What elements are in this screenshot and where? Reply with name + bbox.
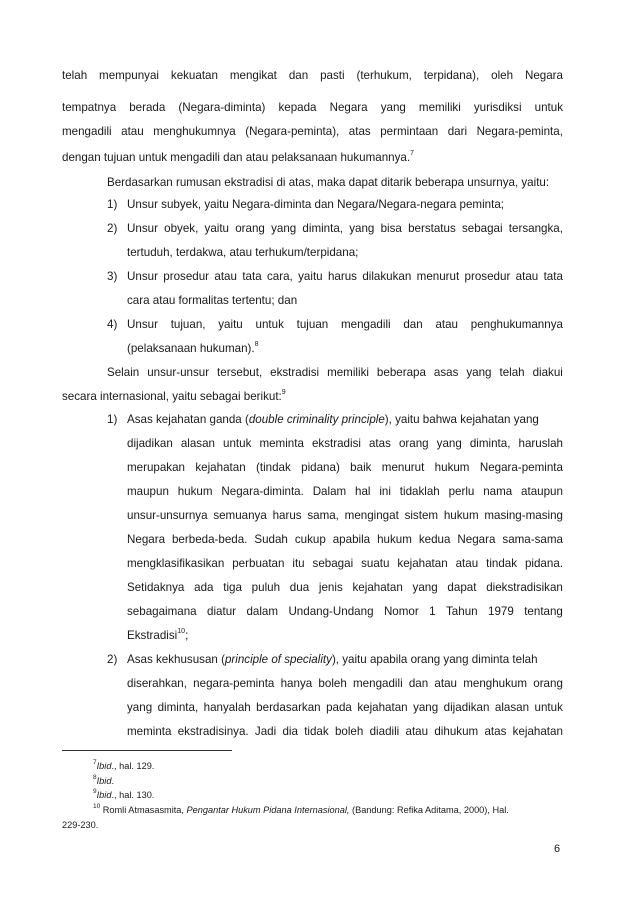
list-item-text: merupakan kejahatan (tindak pidana) baik menurut hukum Negara-peminta (127, 461, 563, 474)
list-number: 2) (107, 222, 118, 235)
footnote: $^7$Ibid., hal. 129. (93, 758, 155, 771)
footnote: $^{10}$ Romli Atmasasmita, Pengantar Hukum Pidana Internasional, (Bandung: Refika Aditama, 2000), Hal. (93, 802, 509, 815)
paragraph-line: Selain unsur-unsur tersebut, ekstradisi memiliki beberapa asas yang telah diakui (107, 366, 563, 379)
list-item-text: unsur-unsurnya semuanya harus sama, mengingat sistem hukum masing-masing (127, 509, 563, 522)
list-item-text: Negara berbeda-beda. Sudah cukup apabila hukum kedua Negara sama-sama (127, 533, 563, 546)
list-item-text: Setidaknya ada tiga puluh dua jenis kejahatan yang dapat diekstradisikan (127, 581, 563, 594)
list-item-text: Unsur prosedur atau tata cara, yaitu harus dilakukan menurut prosedur atau tata (127, 270, 563, 283)
list-item-text: diserahkan, negara-peminta hanya boleh mengadili dan atau menghukum orang (127, 677, 563, 690)
paragraph-line: mengadili atau menghukumnya (Negara-peminta), atas permintaan dari Negara-peminta, (62, 125, 563, 138)
list-item-text: Unsur obyek, yaitu orang yang diminta, yang bisa berstatus sebagai tersangka, (127, 222, 563, 235)
list-item-text: mengklasifikasikan perbuatan itu sebagai suatu kejahatan atau tindak pidana. (127, 557, 563, 570)
list-number: 3) (107, 270, 118, 283)
paragraph-line: Berdasarkan rumusan ekstradisi di atas, maka dapat ditarik beberapa unsurnya, yaitu: (107, 176, 550, 189)
list-item-text: Asas kekhususan (principle of speciality), yaitu apabila orang yang diminta telah (127, 653, 538, 666)
list-item-text: (pelaksanaan hukuman).$^8$ (127, 341, 259, 355)
list-item-text: yang diminta, hanyalah berdasarkan pada kejahatan yang dijadikan alasan untuk (127, 701, 563, 714)
footnote-separator (62, 750, 232, 751)
list-item-text: cara atau formalitas tertentu; dan (127, 294, 298, 307)
footnote: 229-230. (62, 820, 99, 830)
paragraph-line: dengan tujuan untuk mengadili dan atau pelaksanaan hukumannya.$^7$ (62, 150, 414, 164)
page-number: 6 (554, 843, 561, 855)
list-number: 1) (107, 198, 118, 211)
footnote: $^9$Ibid., hal. 130. (93, 787, 155, 800)
list-item-text: dijadikan alasan untuk meminta ekstradisi atas orang yang diminta, haruslah (127, 437, 563, 450)
list-number: 1) (107, 413, 118, 426)
list-item-text: maupun hukum Negara-diminta. Dalam hal ini tidaklah perlu nama ataupun (127, 485, 563, 498)
list-item-text: Unsur tujuan, yaitu untuk tujuan mengadili dan atau penghukumannya (127, 318, 563, 331)
list-item-text: sebagaimana diatur dalam Undang-Undang Nomor 1 Tahun 1979 tentang (127, 605, 563, 618)
list-number: 4) (107, 318, 118, 331)
list-item-text: tertuduh, terdakwa, atau terhukum/terpidana; (127, 246, 359, 259)
list-item-text: Unsur subyek, yaitu Negara-diminta dan Negara/Negara-negara peminta; (127, 198, 505, 211)
paragraph-line: tempatnya berada (Negara-diminta) kepada Negara yang memiliki yurisdiksi untuk (62, 101, 563, 114)
footnote: $^8$Ibid. (93, 773, 115, 786)
list-item-text: Ekstradisi$^{10}$; (127, 628, 189, 642)
list-item-text: Asas kejahatan ganda (double criminality principle), yaitu bahwa kejahatan yang (127, 413, 539, 426)
paragraph-line: telah mempunyai kekuatan mengikat dan pasti (terhukum, terpidana), oleh Negara (62, 69, 563, 82)
list-number: 2) (107, 653, 118, 666)
list-item-text: meminta ekstradisinya. Jadi dia tidak boleh diadili atau dihukum atas kejahatan (127, 725, 563, 738)
paragraph-line: secara internasional, yaitu sebagai berikut:$^9$ (62, 389, 286, 403)
